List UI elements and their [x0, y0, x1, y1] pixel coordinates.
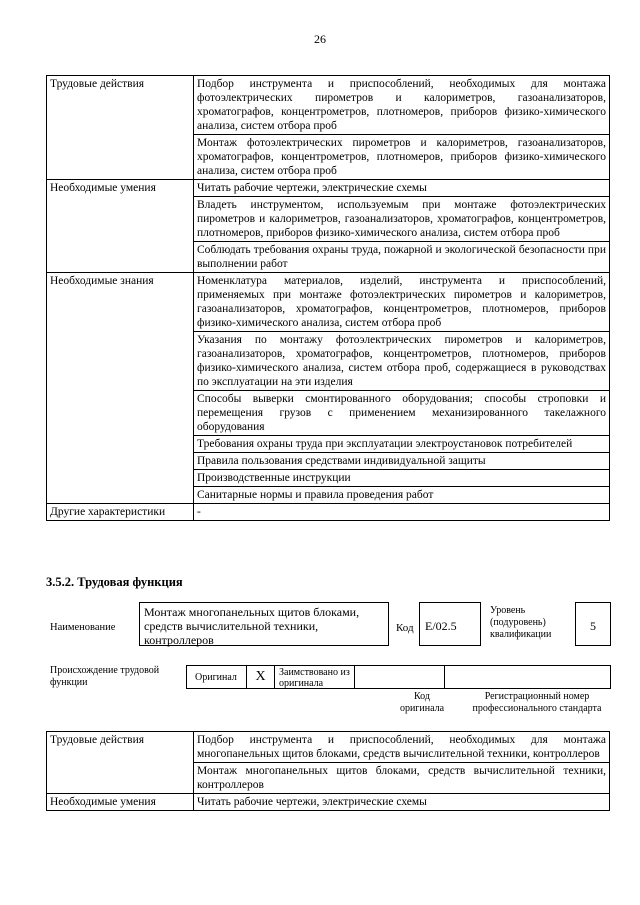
level-label: Уровень (подуровень) квалификации [490, 605, 552, 640]
row-label: Необходимые знания [47, 273, 194, 504]
row-item: Указания по монтажу фотоэлектрических пирометров и калориметров, газоанализаторов, хроматографов, концентрометров, плотномеров, приборов физико-химического анализа, систем отбора проб, содержащиеся в руководствах по эксплуатации на эти изделия [194, 332, 610, 391]
row-item: Читать рабочие чертежи, электрические схемы [194, 180, 610, 197]
row-item: Правила пользования средствами индивидуальной защиты [194, 453, 610, 470]
table-row [47, 76, 610, 135]
name-label: Наименование [50, 622, 116, 633]
row-item: Монтаж многопанельных щитов блоками, средств вычислительной техники, контроллеров [194, 763, 610, 794]
requirements-table-1 [46, 75, 610, 521]
row-label: Трудовые действия [47, 732, 194, 794]
requirements-table-2 [46, 731, 610, 811]
row-item: Владеть инструментом, используемым при монтаже фотоэлектрических пирометров и калориметров, газоанализаторов, хроматографов, концентрометров, плотномеров, приборов физико-химического анализа, систем отбора проб [194, 197, 610, 242]
row-item: Производственные инструкции [194, 470, 610, 487]
row-item: Номенклатура материалов, изделий, инструмента и приспособлений, применяемых при монтаже фотоэлектрических пирометров и калориметров, газоанализаторов, хроматографов, концентрометров, плотномеров, приборов физико-химического анализа, систем отбора проб [194, 273, 610, 332]
row-item: Подбор инструмента и приспособлений, необходимых для монтажа фотоэлектрических пирометров и калориметров, газоанализаторов, хроматографов, концентрометров, плотномеров, приборов физико-химического анализа, систем отбора проб [194, 76, 610, 135]
function-name-box: Монтаж многопанельных щитов блоками, средств вычислительной техники, контроллеров [139, 602, 389, 646]
row-item: Читать рабочие чертежи, электрические схемы [194, 794, 610, 811]
table-row [47, 273, 610, 332]
row-item: Монтаж фотоэлектрических пирометров и калориметров, газоанализаторов, хроматографов, концентрометров, плотномеров, приборов физико-химического анализа, систем отбора проб [194, 135, 610, 180]
level-value-box: 5 [575, 602, 611, 646]
row-item: Соблюдать требования охраны труда, пожарной и экологической безопасности при выполнении работ [194, 242, 610, 273]
origin-label: Происхождение трудовой функции [50, 665, 160, 688]
code-value-box: E/02.5 [419, 602, 481, 646]
row-label: Другие характеристики [47, 504, 194, 521]
reg-number-cell [445, 666, 610, 688]
reg-caption: Регистрационный номер профессионального стандарта [472, 691, 602, 714]
row-item: - [194, 504, 610, 521]
borrowed-label: Заимствовано из оригинала [275, 666, 355, 688]
origin-row [186, 665, 611, 689]
table-row [47, 794, 610, 811]
table-row [47, 732, 610, 763]
original-label: Оригинал [187, 666, 247, 688]
row-item: Санитарные нормы и правила проведения работ [194, 487, 610, 504]
page-number: 26 [314, 32, 326, 46]
row-label: Необходимые умения [47, 794, 194, 811]
original-mark: X [247, 666, 275, 688]
code-label: Код [396, 622, 414, 634]
table-row [47, 504, 610, 521]
row-item: Способы выверки смонтированного оборудования; способы строповки и перемещения грузов с применением механизированного такелажного оборудования [194, 391, 610, 436]
row-label: Необходимые умения [47, 180, 194, 273]
section-heading: 3.5.2. Трудовая функция [46, 575, 183, 589]
row-label: Трудовые действия [47, 76, 194, 180]
code-original-cell [355, 666, 445, 688]
table-row [47, 180, 610, 197]
row-item: Подбор инструмента и приспособлений, необходимых для монтажа многопанельных щитов блоками, средств вычислительной техники, контроллеров [194, 732, 610, 763]
code-caption: Код оригинала [399, 691, 445, 714]
row-item: Требования охраны труда при эксплуатации электроустановок потребителей [194, 436, 610, 453]
